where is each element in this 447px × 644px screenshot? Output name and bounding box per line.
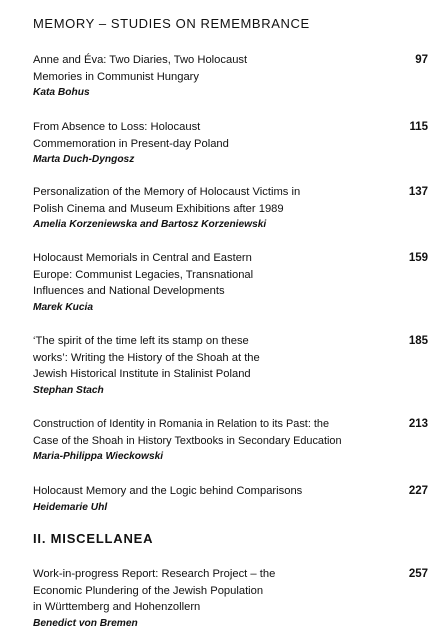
entry-author: Benedict von Bremen: [33, 617, 138, 629]
toc-entry[interactable]: [33, 483, 428, 515]
entry-page-number: 159: [408, 252, 428, 264]
title-line: Jewish Historical Institute in Stalinist Poland: [33, 368, 251, 380]
entry-page-number: 115: [409, 121, 428, 133]
title-line: Case of the Shoah in History Textbooks in Secondary Education: [33, 434, 342, 447]
title-line: works’: Writing the History of the Shoah at the: [33, 351, 260, 364]
title-line: Economic Plundering of the Jewish Population: [33, 584, 264, 597]
entry-title: [33, 566, 378, 616]
toc-entry[interactable]: [33, 119, 428, 167]
title-line: Europe: Communist Legacies, Transnational: [33, 268, 254, 281]
toc-entry[interactable]: [33, 566, 428, 631]
toc-entry[interactable]: [33, 52, 428, 100]
entry-page-number: 97: [415, 54, 428, 66]
entry-author: Maria-Philippa Wieckowski: [33, 451, 164, 462]
entry-page-number: 185: [408, 335, 428, 347]
title-line: ‘The spirit of the time left its stamp on these: [33, 335, 249, 347]
entry-author: Marek Kucia: [33, 301, 94, 313]
entry-page-number: 213: [408, 418, 428, 430]
entry-author: Heidemarie Uhl: [33, 501, 108, 513]
entry-page-number: 257: [408, 568, 428, 580]
title-line: Anne and Éva: Two Diaries, Two Holocaust: [33, 54, 248, 66]
entry-title: [33, 333, 378, 383]
title-line: in Württemberg and Hohenzollern: [33, 601, 201, 613]
section-heading-miscellanea: II. MISCELLANEA: [33, 531, 154, 546]
title-line: Influences and National Developments: [33, 285, 225, 297]
entry-page-number: 137: [408, 186, 428, 198]
title-line: Personalization of the Memory of Holocaust Victims in: [33, 186, 301, 198]
entry-author: Stephan Stach: [33, 384, 104, 396]
title-line: Holocaust Memorials in Central and Eastern: [33, 252, 252, 264]
section-heading-memory: MEMORY – STUDIES ON REMEMBRANCE: [33, 16, 310, 31]
toc-entry[interactable]: [33, 416, 428, 464]
entry-title: [33, 483, 378, 500]
title-line: Commemoration in Present-day Poland: [33, 137, 229, 150]
title-line: Polish Cinema and Museum Exhibitions after 1989: [33, 202, 284, 215]
title-line: Holocaust Memory and the Logic behind Comparisons: [33, 485, 303, 497]
toc-entry[interactable]: [33, 250, 428, 315]
entry-title: [33, 119, 378, 152]
toc-entry[interactable]: [33, 333, 428, 398]
entry-author: Kata Bohus: [33, 87, 90, 98]
title-line: Memories in Communist Hungary: [33, 70, 199, 83]
title-line: Construction of Identity in Romania in Relation to its Past: the: [33, 418, 330, 430]
entry-author: Marta Duch-Dyngosz: [33, 154, 135, 165]
entry-title: [33, 52, 378, 85]
entry-author: Amelia Korzeniewska and Bartosz Korzeniewski: [33, 219, 267, 230]
entry-title: [33, 416, 393, 449]
title-line: Work-in-progress Report: Research Project – the: [33, 568, 276, 580]
title-line: From Absence to Loss: Holocaust: [33, 121, 201, 133]
toc-entry[interactable]: [33, 184, 428, 232]
entry-page-number: 227: [408, 485, 428, 497]
entry-title: [33, 250, 378, 300]
entry-title: [33, 184, 378, 217]
